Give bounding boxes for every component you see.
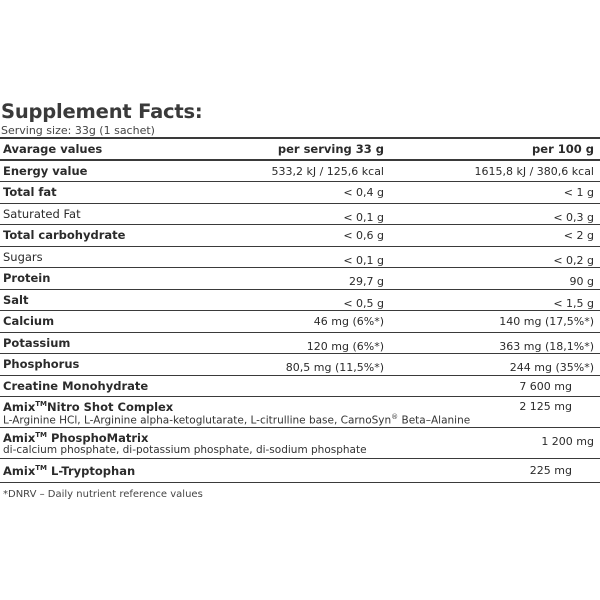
page-title: Supplement Facts: [1, 100, 203, 123]
row-potassium [0, 333, 600, 355]
header-name: Avarage values [3, 142, 103, 156]
row-per-serving: < 0,6 g [343, 229, 384, 242]
row-per-100g: 140 mg (17,5%*) [499, 315, 594, 328]
row-name: Total fat [3, 185, 57, 199]
row-per-100g: 225 mg [529, 464, 572, 477]
row-name: Phosphorus [3, 357, 80, 371]
row-per-serving: 29,7 g [349, 275, 384, 288]
serving-size: Serving size: 33g (1 sachet) [1, 124, 155, 137]
row-per-100g: < 0,3 g [553, 210, 594, 224]
row-name: Calcium [3, 314, 55, 328]
row-name: Total carbohydrate [3, 228, 126, 242]
row-name: Protein [3, 271, 51, 285]
row-name: Saturated Fat [3, 206, 81, 221]
row-protein [0, 268, 600, 290]
row-name: Creatine Monohydrate [3, 378, 149, 393]
row-per-100g: < 2 g [563, 229, 594, 242]
row-per-100g: 1615,8 kJ / 380,6 kcal [474, 164, 594, 178]
header-per-serving: per serving 33 g [277, 142, 384, 156]
row-per-serving: < 0,4 g [343, 186, 384, 199]
row-total-carbohydrate [0, 225, 600, 247]
row-per-100g: < 0,2 g [553, 253, 594, 267]
row-per-serving: < 0,5 g [343, 296, 384, 310]
row-calcium [0, 311, 600, 333]
row-name: Amix™Nitro Shot Complex [3, 400, 174, 414]
row-name: Amix™ L-Tryptophan [3, 464, 136, 478]
row-sugars [0, 247, 600, 269]
header-per-100g: per 100 g [532, 142, 594, 156]
row-per-100g: 90 g [569, 275, 594, 288]
row-per-serving: 533,2 kJ / 125,6 kcal [271, 164, 384, 178]
row-per-100g: 2 125 mg [519, 400, 572, 413]
row-per-100g: 7 600 mg [519, 379, 572, 393]
table-header-row [0, 139, 600, 161]
row-name: Salt [3, 292, 29, 307]
row-phosphorus [0, 354, 600, 376]
row-ingredients: L-Arginine HCl, L-Arginine alpha-ketoglutarate, L-citrulline base, CarnoSyn® Beta–Alanine [3, 413, 471, 427]
supplement-facts-table [0, 137, 600, 483]
row-per-serving: 80,5 mg (11,5%*) [285, 361, 384, 374]
row-per-serving: 46 mg (6%*) [313, 315, 384, 328]
row-per-serving: < 0,1 g [343, 253, 384, 267]
row-ingredients: di-calcium phosphate, di-potassium phosphate, di-sodium phosphate [3, 444, 367, 456]
row-per-serving: 120 mg (6%*) [306, 339, 384, 353]
row-total-fat [0, 182, 600, 204]
row-salt [0, 290, 600, 312]
footnote: *DNRV – Daily nutrient reference values [3, 489, 203, 499]
row-name: Energy value [3, 163, 88, 178]
row-per-100g: < 1 g [563, 186, 594, 199]
row-saturated-fat [0, 204, 600, 226]
row-l-tryptophan [0, 459, 600, 483]
row-creatine-monohydrate [0, 376, 600, 398]
row-energy-value [0, 161, 600, 183]
row-per-100g: 244 mg (35%*) [509, 361, 594, 374]
row-name: Sugars [3, 249, 43, 264]
row-per-100g: 1 200 mg [541, 435, 594, 448]
row-phosphomatrix [0, 428, 600, 459]
row-per-100g: 363 mg (18,1%*) [499, 339, 594, 353]
row-per-serving: < 0,1 g [343, 210, 384, 224]
row-nitro-shot-complex [0, 397, 600, 428]
row-per-100g: < 1,5 g [553, 296, 594, 310]
row-name: Amix™ PhosphoMatrix [3, 431, 149, 445]
row-name: Potassium [3, 335, 71, 350]
